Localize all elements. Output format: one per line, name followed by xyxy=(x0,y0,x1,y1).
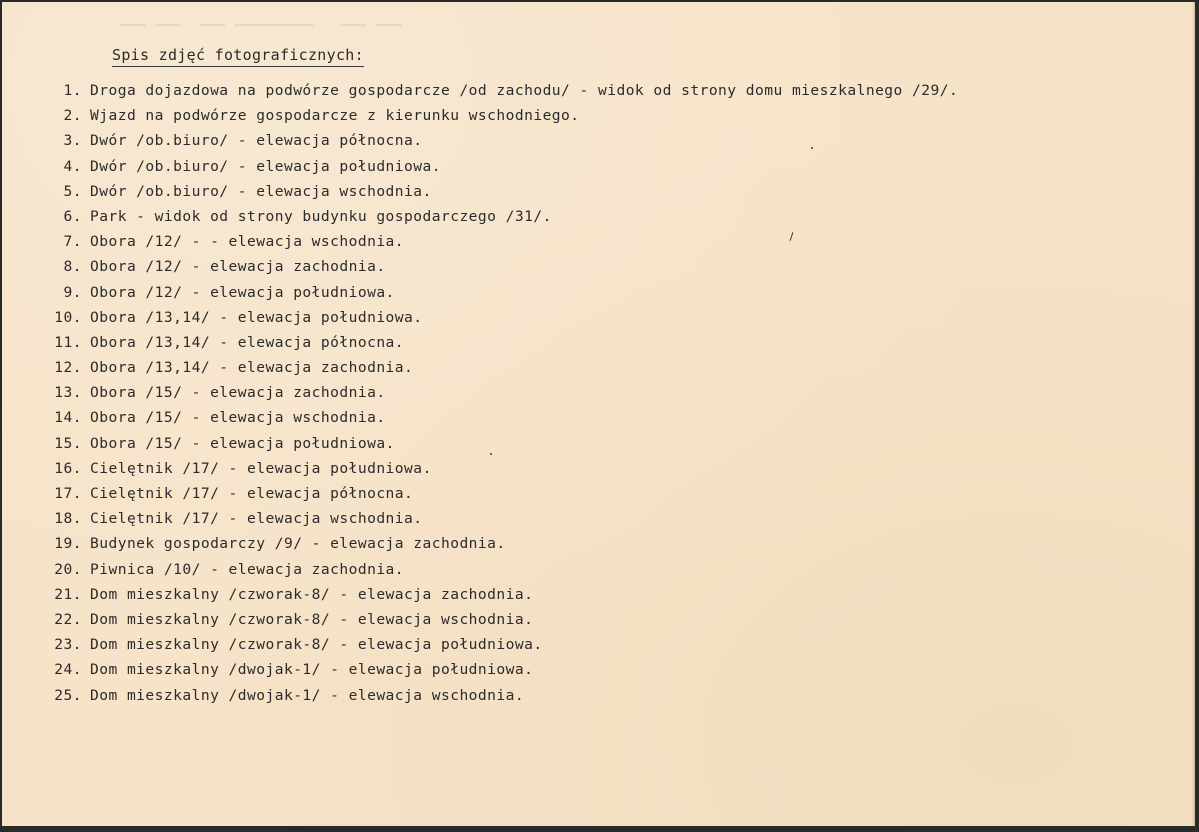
list-item-number: 2. xyxy=(63,107,82,125)
list-item-number: 5. xyxy=(63,182,82,200)
list-item-text: Dwór /ob.biuro/ - elewacja północna. xyxy=(90,132,423,150)
list-item-number: 20. xyxy=(54,560,82,578)
list-item-text: Obora /13,14/ - elewacja północna. xyxy=(90,333,405,351)
list-item-number: 3. xyxy=(63,132,82,150)
list-item-number: 15. xyxy=(54,434,82,452)
list-item-text: Obora /15/ - elewacja zachodnia. xyxy=(90,384,386,402)
list-item xyxy=(2,154,958,179)
list-item xyxy=(2,683,958,708)
list-item xyxy=(2,305,958,330)
list-item xyxy=(2,78,958,103)
list-item xyxy=(2,657,958,682)
ink-speck xyxy=(490,453,492,455)
list-item-number: 11. xyxy=(54,333,82,351)
list-item xyxy=(2,582,958,607)
list-item-number: 25. xyxy=(54,686,82,704)
list-item xyxy=(2,607,958,632)
list-item-number: 8. xyxy=(63,258,82,276)
list-item-text: Obora /15/ - elewacja wschodnia. xyxy=(90,409,386,427)
list-item xyxy=(2,405,958,430)
list-item-number: 18. xyxy=(54,510,82,528)
list-item-number: 12. xyxy=(54,359,82,377)
list-item-number: 14. xyxy=(54,409,82,427)
document-page xyxy=(2,2,1195,826)
list-item-text: Obora /13,14/ - elewacja zachodnia. xyxy=(90,359,414,377)
list-item xyxy=(2,557,958,582)
list-item-text: Obora /12/ - elewacja zachodnia. xyxy=(90,258,386,276)
list-item-text: Park - widok od strony budynku gospodarczego /31/. xyxy=(90,207,552,225)
list-item-text: Cielętnik /17/ - elewacja wschodnia. xyxy=(90,510,423,528)
list-item-text: Cielętnik /17/ - elewacja południowa. xyxy=(90,459,432,477)
list-item xyxy=(2,632,958,657)
list-item xyxy=(2,355,958,380)
list-item-text: Budynek gospodarczy /9/ - elewacja zachodnia. xyxy=(90,535,506,553)
page-edge-shadow xyxy=(1192,2,1195,826)
list-item xyxy=(2,103,958,128)
list-item-text: Obora /12/ - elewacja południowa. xyxy=(90,283,395,301)
list-item-number: 16. xyxy=(54,459,82,477)
list-item-text: Wjazd na podwórze gospodarcze z kierunku wschodniego. xyxy=(90,107,580,125)
list-item-text: Obora /15/ - elewacja południowa. xyxy=(90,434,395,452)
list-item-number: 17. xyxy=(54,485,82,502)
list-item-number: 21. xyxy=(54,585,82,603)
list-item xyxy=(2,431,958,456)
list-item xyxy=(2,254,958,279)
list-item xyxy=(2,456,958,481)
list-item-number: 23. xyxy=(54,636,82,654)
list-item xyxy=(2,128,958,153)
list-item xyxy=(2,280,958,305)
list-item xyxy=(2,330,958,355)
list-item-number: 10. xyxy=(54,308,82,326)
ink-speck xyxy=(811,147,813,149)
list-item-text: Dom mieszkalny /dwojak-1/ - elewacja południowa. xyxy=(90,661,534,679)
list-item-number: 1. xyxy=(63,82,82,99)
list-item-text: Droga dojazdowa na podwórze gospodarcze /od zachodu/ - widok od strony domu mieszkalnego /29/. xyxy=(90,82,959,99)
list-item xyxy=(2,506,958,531)
list-item xyxy=(2,229,958,254)
list-item-number: 24. xyxy=(54,661,82,679)
list-item-number: 4. xyxy=(63,157,82,175)
list-item-number: 6. xyxy=(63,207,82,225)
list-item-text: Dwór /ob.biuro/ - elewacja wschodnia. xyxy=(90,182,432,200)
list-item-text: Obora /13,14/ - elewacja południowa. xyxy=(90,308,423,326)
list-item xyxy=(2,380,958,405)
list-item-number: 9. xyxy=(63,283,82,301)
list-item xyxy=(2,481,958,506)
list-item-text: Cielętnik /17/ - elewacja północna. xyxy=(90,485,414,502)
list-item-text: Dom mieszkalny /dwojak-1/ - elewacja wschodnia. xyxy=(90,686,525,704)
list-item-text: Piwnica /10/ - elewacja zachodnia. xyxy=(90,560,405,578)
list-item-text: Dom mieszkalny /czworak-8/ - elewacja zachodnia. xyxy=(90,585,534,603)
show-through-text: ▁▁▁ ▁▁▁ ▁▁▁ ▁▁▁▁▁▁▁▁▁ ▁▁▁ ▁▁▁ xyxy=(120,12,403,27)
list-item-number: 22. xyxy=(54,610,82,628)
list-item-text: Obora /12/ - - elewacja wschodnia. xyxy=(90,233,405,251)
list-item-text: Dom mieszkalny /czworak-8/ - elewacja wschodnia. xyxy=(90,610,534,628)
list-item-number: 7. xyxy=(63,233,82,251)
list-item xyxy=(2,179,958,204)
list-item-text: Dwór /ob.biuro/ - elewacja południowa. xyxy=(90,157,441,175)
document-title: Spis zdjęć fotograficznych: xyxy=(112,46,364,67)
list-item xyxy=(2,531,958,556)
list-item xyxy=(2,204,958,229)
list-item-text: Dom mieszkalny /czworak-8/ - elewacja południowa. xyxy=(90,636,543,654)
list-item-number: 19. xyxy=(54,535,82,553)
photo-list xyxy=(2,78,958,708)
list-item-number: 13. xyxy=(54,384,82,402)
